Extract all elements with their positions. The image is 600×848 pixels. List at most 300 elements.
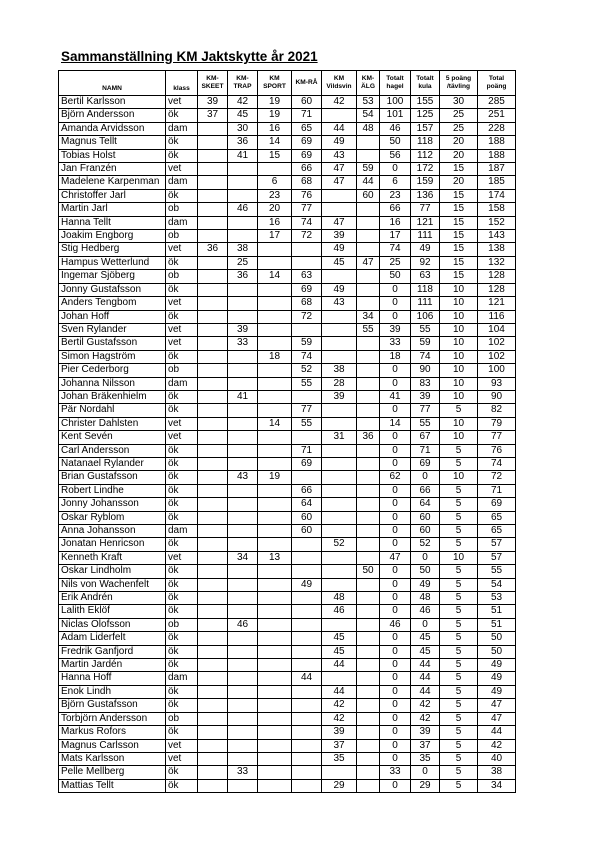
- cell-name: Erik Andrén: [59, 592, 166, 605]
- cell-name: Markus Rofors: [59, 726, 166, 739]
- cell-km-sport: [258, 390, 292, 403]
- cell-km-skeet: [198, 538, 228, 551]
- cell-poang-per-tavling: 15: [440, 216, 478, 229]
- cell-km-trap: [228, 592, 258, 605]
- table-row: [59, 672, 516, 685]
- cell-name: Torbjörn Andersson: [59, 712, 166, 725]
- cell-km-vildsvin: [322, 417, 357, 430]
- cell-name: Brian Gustafsson: [59, 471, 166, 484]
- cell-totalt-kula: 59: [411, 337, 440, 350]
- cell-poang-per-tavling: 5: [440, 739, 478, 752]
- cell-klass: ök: [166, 404, 198, 417]
- cell-km-vildsvin: 45: [322, 645, 357, 658]
- cell-km-sport: [258, 243, 292, 256]
- cell-totalt-hagel: 18: [380, 350, 411, 363]
- cell-km-trap: [228, 350, 258, 363]
- cell-totalt-hagel: 14: [380, 417, 411, 430]
- cell-km-alg: [357, 243, 380, 256]
- cell-name: Hanna Tellt: [59, 216, 166, 229]
- cell-poang-per-tavling: 5: [440, 444, 478, 457]
- cell-km-ra: 60: [292, 96, 322, 109]
- table-row: [59, 739, 516, 752]
- table-row: [59, 96, 516, 109]
- cell-km-alg: 54: [357, 109, 380, 122]
- cell-km-vildsvin: 37: [322, 739, 357, 752]
- table-row: [59, 122, 516, 135]
- cell-km-sport: [258, 712, 292, 725]
- cell-km-alg: [357, 377, 380, 390]
- cell-totalt-kula: 45: [411, 632, 440, 645]
- cell-totalt-kula: 106: [411, 310, 440, 323]
- table-row: [59, 605, 516, 618]
- cell-total-poang: 90: [478, 390, 516, 403]
- table-row: [59, 551, 516, 564]
- table-row: [59, 149, 516, 162]
- cell-km-skeet: [198, 364, 228, 377]
- cell-km-ra: [292, 256, 322, 269]
- cell-poang-per-tavling: 5: [440, 699, 478, 712]
- header-total-poang: Total poäng: [478, 71, 516, 96]
- cell-totalt-hagel: 46: [380, 618, 411, 631]
- cell-klass: ob: [166, 270, 198, 283]
- cell-name: Hanna Hoff: [59, 672, 166, 685]
- cell-km-skeet: [198, 618, 228, 631]
- cell-km-alg: [357, 632, 380, 645]
- cell-km-sport: 19: [258, 96, 292, 109]
- cell-totalt-kula: 125: [411, 109, 440, 122]
- cell-total-poang: 93: [478, 377, 516, 390]
- cell-km-skeet: [198, 578, 228, 591]
- cell-totalt-hagel: 39: [380, 323, 411, 336]
- header-totalt-hagel: Totalt hagel: [380, 71, 411, 96]
- cell-km-alg: [357, 484, 380, 497]
- cell-km-sport: [258, 605, 292, 618]
- cell-km-alg: [357, 685, 380, 698]
- cell-totalt-hagel: 46: [380, 122, 411, 135]
- cell-km-trap: 46: [228, 203, 258, 216]
- cell-totalt-kula: 71: [411, 444, 440, 457]
- cell-km-sport: 16: [258, 216, 292, 229]
- cell-totalt-hagel: 0: [380, 297, 411, 310]
- cell-km-vildsvin: [322, 525, 357, 538]
- cell-km-skeet: [198, 779, 228, 792]
- cell-km-alg: [357, 551, 380, 564]
- table-row: [59, 525, 516, 538]
- cell-name: Anders Tengbom: [59, 297, 166, 310]
- page-title: Sammanställning KM Jaktskytte år 2021: [61, 49, 318, 64]
- cell-name: Jan Franzén: [59, 163, 166, 176]
- cell-name: Christoffer Jarl: [59, 189, 166, 202]
- cell-totalt-kula: 52: [411, 538, 440, 551]
- cell-totalt-kula: 77: [411, 404, 440, 417]
- cell-km-skeet: [198, 551, 228, 564]
- cell-km-vildsvin: 44: [322, 659, 357, 672]
- cell-poang-per-tavling: 10: [440, 364, 478, 377]
- cell-km-vildsvin: [322, 484, 357, 497]
- cell-klass: ök: [166, 726, 198, 739]
- cell-km-trap: [228, 511, 258, 524]
- table-row: [59, 189, 516, 202]
- cell-poang-per-tavling: 5: [440, 498, 478, 511]
- cell-poang-per-tavling: 5: [440, 726, 478, 739]
- cell-totalt-hagel: 0: [380, 632, 411, 645]
- cell-km-trap: [228, 565, 258, 578]
- cell-km-alg: 34: [357, 310, 380, 323]
- cell-poang-per-tavling: 10: [440, 377, 478, 390]
- cell-totalt-hagel: 0: [380, 726, 411, 739]
- cell-km-ra: 59: [292, 337, 322, 350]
- cell-klass: ob: [166, 364, 198, 377]
- cell-klass: vet: [166, 337, 198, 350]
- cell-km-trap: [228, 216, 258, 229]
- cell-km-vildsvin: [322, 203, 357, 216]
- cell-km-trap: [228, 685, 258, 698]
- cell-totalt-hagel: 33: [380, 337, 411, 350]
- cell-klass: dam: [166, 377, 198, 390]
- cell-totalt-kula: 63: [411, 270, 440, 283]
- table-row: [59, 592, 516, 605]
- cell-km-skeet: [198, 444, 228, 457]
- cell-km-vildsvin: 52: [322, 538, 357, 551]
- cell-km-ra: 63: [292, 270, 322, 283]
- cell-total-poang: 51: [478, 618, 516, 631]
- cell-totalt-kula: 121: [411, 216, 440, 229]
- cell-km-skeet: [198, 592, 228, 605]
- table-row: [59, 618, 516, 631]
- cell-km-sport: [258, 337, 292, 350]
- cell-km-sport: 19: [258, 109, 292, 122]
- cell-km-trap: [228, 538, 258, 551]
- cell-km-vildsvin: 38: [322, 364, 357, 377]
- table-row: [59, 484, 516, 497]
- cell-poang-per-tavling: 30: [440, 96, 478, 109]
- cell-klass: vet: [166, 243, 198, 256]
- cell-km-trap: [228, 712, 258, 725]
- cell-total-poang: 76: [478, 444, 516, 457]
- cell-km-sport: 14: [258, 417, 292, 430]
- cell-totalt-kula: 66: [411, 484, 440, 497]
- cell-km-trap: [228, 230, 258, 243]
- cell-km-vildsvin: 49: [322, 283, 357, 296]
- cell-totalt-kula: 50: [411, 565, 440, 578]
- cell-km-trap: [228, 752, 258, 765]
- cell-totalt-kula: 136: [411, 189, 440, 202]
- cell-name: Nils von Wachenfelt: [59, 578, 166, 591]
- cell-poang-per-tavling: 10: [440, 350, 478, 363]
- cell-km-vildsvin: 42: [322, 699, 357, 712]
- cell-km-ra: [292, 605, 322, 618]
- cell-km-sport: 20: [258, 203, 292, 216]
- cell-km-ra: [292, 712, 322, 725]
- cell-km-trap: [228, 484, 258, 497]
- cell-klass: ök: [166, 605, 198, 618]
- cell-total-poang: 71: [478, 484, 516, 497]
- cell-km-trap: [228, 457, 258, 470]
- cell-km-skeet: [198, 605, 228, 618]
- cell-poang-per-tavling: 5: [440, 592, 478, 605]
- cell-km-trap: [228, 310, 258, 323]
- cell-km-skeet: [198, 404, 228, 417]
- cell-total-poang: 65: [478, 511, 516, 524]
- cell-total-poang: 50: [478, 632, 516, 645]
- cell-totalt-hagel: 0: [380, 404, 411, 417]
- cell-km-sport: [258, 511, 292, 524]
- cell-totalt-hagel: 33: [380, 766, 411, 779]
- table-row: [59, 565, 516, 578]
- table-row: [59, 390, 516, 403]
- cell-totalt-kula: 46: [411, 605, 440, 618]
- cell-km-alg: 44: [357, 176, 380, 189]
- cell-km-alg: [357, 605, 380, 618]
- cell-total-poang: 72: [478, 471, 516, 484]
- cell-totalt-hagel: 0: [380, 685, 411, 698]
- cell-totalt-kula: 112: [411, 149, 440, 162]
- cell-klass: ök: [166, 498, 198, 511]
- cell-totalt-hagel: 47: [380, 551, 411, 564]
- header-km-trap: KM-TRAP: [228, 71, 258, 96]
- cell-km-skeet: [198, 484, 228, 497]
- cell-km-ra: 68: [292, 297, 322, 310]
- cell-km-ra: 74: [292, 216, 322, 229]
- cell-name: Pelle Mellberg: [59, 766, 166, 779]
- cell-klass: ök: [166, 578, 198, 591]
- cell-km-alg: [357, 739, 380, 752]
- cell-poang-per-tavling: 5: [440, 779, 478, 792]
- cell-totalt-hagel: 0: [380, 310, 411, 323]
- table-row: [59, 310, 516, 323]
- table-row: [59, 404, 516, 417]
- table-row: [59, 323, 516, 336]
- cell-poang-per-tavling: 20: [440, 149, 478, 162]
- cell-km-trap: 41: [228, 390, 258, 403]
- cell-name: Oskar Ryblom: [59, 511, 166, 524]
- cell-totalt-hagel: 66: [380, 203, 411, 216]
- header-km-sport: KM SPORT: [258, 71, 292, 96]
- cell-km-sport: 14: [258, 270, 292, 283]
- cell-poang-per-tavling: 10: [440, 337, 478, 350]
- cell-km-vildsvin: 43: [322, 149, 357, 162]
- cell-poang-per-tavling: 10: [440, 283, 478, 296]
- cell-totalt-hagel: 0: [380, 672, 411, 685]
- cell-name: Björn Andersson: [59, 109, 166, 122]
- cell-km-sport: [258, 578, 292, 591]
- cell-name: Magnus Tellt: [59, 136, 166, 149]
- cell-poang-per-tavling: 25: [440, 122, 478, 135]
- cell-km-alg: [357, 471, 380, 484]
- cell-total-poang: 102: [478, 337, 516, 350]
- cell-name: Hampus Wetterlund: [59, 256, 166, 269]
- cell-km-trap: [228, 726, 258, 739]
- cell-klass: ök: [166, 471, 198, 484]
- cell-km-skeet: [198, 350, 228, 363]
- cell-km-trap: 38: [228, 243, 258, 256]
- cell-km-skeet: [198, 726, 228, 739]
- cell-total-poang: 138: [478, 243, 516, 256]
- cell-km-sport: [258, 645, 292, 658]
- cell-km-ra: 60: [292, 511, 322, 524]
- cell-total-poang: 187: [478, 163, 516, 176]
- cell-totalt-kula: 60: [411, 511, 440, 524]
- cell-km-trap: [228, 444, 258, 457]
- cell-km-skeet: 37: [198, 109, 228, 122]
- header-km-ra: KM-RÅ: [292, 71, 322, 96]
- cell-km-vildsvin: [322, 109, 357, 122]
- cell-klass: vet: [166, 551, 198, 564]
- cell-km-trap: [228, 163, 258, 176]
- cell-total-poang: 128: [478, 270, 516, 283]
- cell-km-trap: [228, 377, 258, 390]
- cell-klass: dam: [166, 672, 198, 685]
- table-row: [59, 230, 516, 243]
- cell-totalt-kula: 67: [411, 431, 440, 444]
- cell-km-ra: 55: [292, 417, 322, 430]
- cell-totalt-hagel: 101: [380, 109, 411, 122]
- cell-km-skeet: [198, 297, 228, 310]
- cell-poang-per-tavling: 10: [440, 551, 478, 564]
- cell-km-alg: 50: [357, 565, 380, 578]
- table-row: [59, 109, 516, 122]
- cell-klass: ök: [166, 136, 198, 149]
- cell-klass: ök: [166, 390, 198, 403]
- cell-totalt-kula: 39: [411, 726, 440, 739]
- cell-km-alg: [357, 511, 380, 524]
- cell-km-alg: [357, 230, 380, 243]
- cell-km-skeet: [198, 323, 228, 336]
- cell-km-skeet: [198, 337, 228, 350]
- cell-totalt-hagel: 74: [380, 243, 411, 256]
- cell-totalt-hagel: 0: [380, 699, 411, 712]
- cell-km-sport: [258, 659, 292, 672]
- cell-km-ra: 68: [292, 176, 322, 189]
- cell-km-sport: [258, 404, 292, 417]
- cell-name: Johanna Nilsson: [59, 377, 166, 390]
- cell-total-poang: 47: [478, 699, 516, 712]
- cell-km-alg: 36: [357, 431, 380, 444]
- cell-km-skeet: [198, 270, 228, 283]
- table-row: [59, 176, 516, 189]
- cell-km-ra: 66: [292, 163, 322, 176]
- cell-km-ra: [292, 659, 322, 672]
- cell-km-skeet: [198, 310, 228, 323]
- cell-poang-per-tavling: 5: [440, 752, 478, 765]
- table-row: [59, 243, 516, 256]
- cell-totalt-kula: 0: [411, 766, 440, 779]
- table-row: [59, 163, 516, 176]
- cell-name: Björn Gustafsson: [59, 699, 166, 712]
- cell-poang-per-tavling: 20: [440, 136, 478, 149]
- cell-km-trap: [228, 699, 258, 712]
- cell-total-poang: 82: [478, 404, 516, 417]
- cell-km-vildsvin: [322, 189, 357, 202]
- cell-name: Madelene Karpenman: [59, 176, 166, 189]
- cell-km-sport: 13: [258, 551, 292, 564]
- cell-km-ra: [292, 323, 322, 336]
- cell-totalt-hagel: 6: [380, 176, 411, 189]
- cell-km-ra: [292, 243, 322, 256]
- cell-totalt-hagel: 62: [380, 471, 411, 484]
- cell-totalt-kula: 69: [411, 457, 440, 470]
- cell-totalt-hagel: 0: [380, 364, 411, 377]
- cell-km-alg: [357, 203, 380, 216]
- cell-km-vildsvin: [322, 404, 357, 417]
- cell-poang-per-tavling: 10: [440, 323, 478, 336]
- cell-name: Johan Bräkenhielm: [59, 390, 166, 403]
- cell-km-ra: [292, 779, 322, 792]
- cell-km-alg: 53: [357, 96, 380, 109]
- cell-km-alg: 48: [357, 122, 380, 135]
- cell-totalt-hagel: 0: [380, 163, 411, 176]
- cell-klass: ök: [166, 565, 198, 578]
- cell-totalt-hagel: 0: [380, 538, 411, 551]
- cell-km-alg: [357, 766, 380, 779]
- table-row: [59, 350, 516, 363]
- cell-name: Robert Lindhe: [59, 484, 166, 497]
- cell-km-alg: [357, 444, 380, 457]
- cell-km-vildsvin: [322, 457, 357, 470]
- cell-km-vildsvin: 49: [322, 136, 357, 149]
- cell-klass: vet: [166, 431, 198, 444]
- table-row: [59, 417, 516, 430]
- cell-name: Lalith Eklöf: [59, 605, 166, 618]
- cell-km-trap: [228, 779, 258, 792]
- cell-total-poang: 77: [478, 431, 516, 444]
- cell-km-vildsvin: 49: [322, 243, 357, 256]
- cell-totalt-kula: 111: [411, 230, 440, 243]
- cell-poang-per-tavling: 5: [440, 766, 478, 779]
- cell-km-alg: [357, 136, 380, 149]
- cell-klass: ök: [166, 538, 198, 551]
- cell-km-trap: [228, 498, 258, 511]
- cell-km-trap: 39: [228, 323, 258, 336]
- cell-km-alg: [357, 498, 380, 511]
- cell-total-poang: 79: [478, 417, 516, 430]
- cell-km-sport: [258, 256, 292, 269]
- cell-name: Sven Rylander: [59, 323, 166, 336]
- cell-total-poang: 228: [478, 122, 516, 135]
- cell-totalt-kula: 60: [411, 525, 440, 538]
- cell-km-skeet: [198, 283, 228, 296]
- cell-name: Adam Liderfelt: [59, 632, 166, 645]
- cell-klass: ök: [166, 766, 198, 779]
- cell-name: Pier Cederborg: [59, 364, 166, 377]
- cell-poang-per-tavling: 25: [440, 109, 478, 122]
- cell-km-trap: [228, 297, 258, 310]
- cell-totalt-hagel: 100: [380, 96, 411, 109]
- cell-totalt-hagel: 23: [380, 189, 411, 202]
- cell-total-poang: 55: [478, 565, 516, 578]
- cell-km-sport: [258, 538, 292, 551]
- cell-totalt-hagel: 0: [380, 511, 411, 524]
- cell-totalt-kula: 64: [411, 498, 440, 511]
- cell-km-sport: [258, 726, 292, 739]
- cell-total-poang: 57: [478, 538, 516, 551]
- cell-klass: ob: [166, 712, 198, 725]
- cell-km-skeet: [198, 471, 228, 484]
- cell-km-ra: [292, 739, 322, 752]
- table-row: [59, 685, 516, 698]
- cell-km-ra: [292, 471, 322, 484]
- cell-totalt-hagel: 50: [380, 136, 411, 149]
- cell-klass: ök: [166, 149, 198, 162]
- cell-totalt-kula: 42: [411, 699, 440, 712]
- cell-klass: dam: [166, 122, 198, 135]
- cell-km-alg: [357, 592, 380, 605]
- cell-km-trap: 36: [228, 136, 258, 149]
- cell-total-poang: 34: [478, 779, 516, 792]
- table-row: [59, 457, 516, 470]
- cell-total-poang: 54: [478, 578, 516, 591]
- cell-km-ra: [292, 632, 322, 645]
